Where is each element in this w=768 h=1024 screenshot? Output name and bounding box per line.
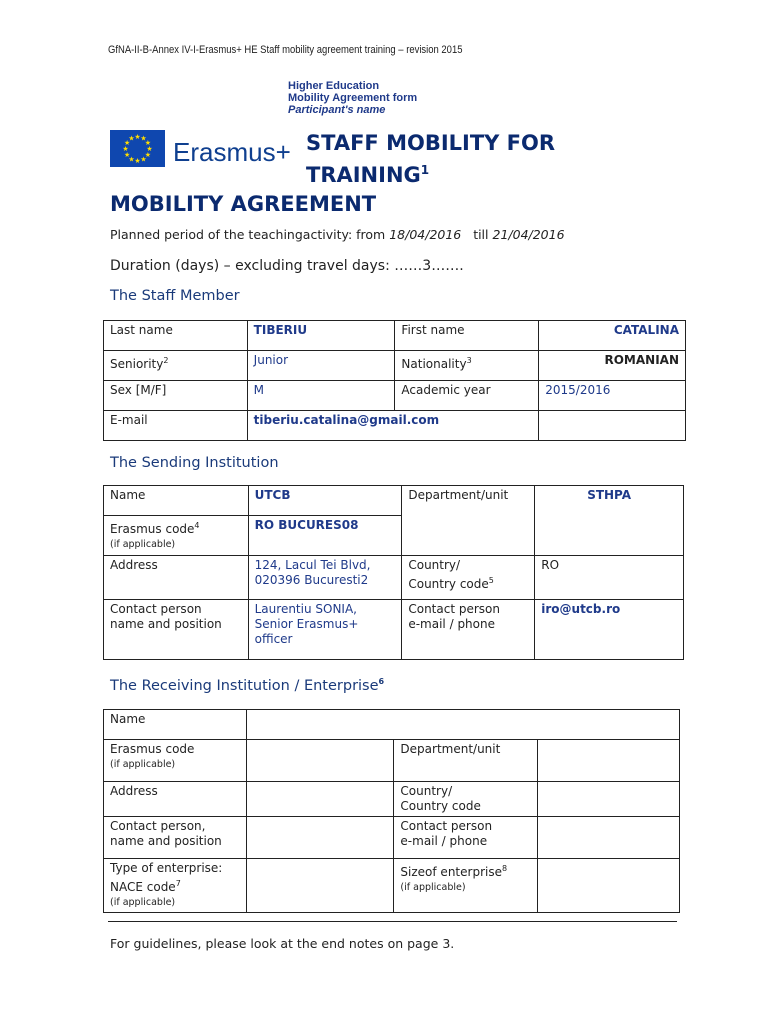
sending-contact-value[interactable]: Laurentiu SONIA, Senior Erasmus+ officer xyxy=(248,600,402,660)
academic-year-value[interactable]: 2015/2016 xyxy=(539,381,686,411)
email-value[interactable]: tiberiu.catalina@gmail.com xyxy=(247,411,539,441)
eu-flag-icon xyxy=(110,130,300,168)
eu-star-icon: ★ xyxy=(128,155,135,164)
first-name-label: First name xyxy=(395,321,539,351)
period-from: 18/04/2016 xyxy=(389,227,462,242)
sending-dept-label: Department/unit xyxy=(402,486,535,556)
receiving-country-value[interactable] xyxy=(538,782,680,817)
form-heading-line3: Participant's name xyxy=(288,104,386,116)
receiving-dept-value[interactable] xyxy=(538,740,680,782)
receiving-size-label: Sizeof enterprise$^8$ (if applicable) xyxy=(394,859,538,913)
staff-empty-cell xyxy=(539,411,686,441)
receiving-contact-email-label: Contact person e-mail / phone xyxy=(394,817,538,859)
first-name-value[interactable]: CATALINA xyxy=(539,321,686,351)
receiving-address-value[interactable] xyxy=(246,782,394,817)
academic-year-label: Academic year xyxy=(395,381,539,411)
receiving-erasmus-label: Erasmus code (if applicable) xyxy=(104,740,247,782)
sending-contact-email-label: Contact person e-mail / phone xyxy=(402,600,535,660)
receiving-address-label: Address xyxy=(104,782,247,817)
sending-country-label: Country/ Country code$^5$ xyxy=(402,556,535,600)
erasmus-logo-text: Erasmus+ xyxy=(173,137,291,167)
sending-country-value[interactable]: RO xyxy=(535,556,684,600)
seniority-value[interactable]: Junior xyxy=(247,351,395,381)
receiving-table xyxy=(103,709,680,913)
form-heading-line1: Higher Education xyxy=(288,80,380,92)
receiving-name-label: Name xyxy=(104,710,247,740)
sending-dept-value[interactable]: STHPA xyxy=(535,486,684,556)
seniority-label: Seniority$^2$ xyxy=(104,351,248,381)
sending-contact-email-value[interactable]: iro@utcb.ro xyxy=(535,600,684,660)
sending-name-label: Name xyxy=(104,486,249,516)
form-heading-line2: Mobility Agreement form xyxy=(288,92,418,104)
eu-star-icon: ★ xyxy=(123,139,131,147)
receiving-contact-value[interactable] xyxy=(246,817,394,859)
main-title xyxy=(306,130,555,189)
eu-star-icon: ★ xyxy=(128,134,135,143)
erasmus-logo xyxy=(110,130,300,172)
title-footnote: 1 xyxy=(420,163,430,177)
footer-note: For guidelines, please look at the end notes on page 3. xyxy=(110,936,455,951)
receiving-contact-email-value[interactable] xyxy=(538,817,680,859)
duration-value: 3 xyxy=(422,258,432,274)
duration-label: Duration (days) – excluding travel days: …… xyxy=(110,258,423,274)
receiving-country-label: Country/ Country code xyxy=(394,782,538,817)
sending-contact-label: Contact person name and position xyxy=(104,600,249,660)
last-name-value[interactable]: TIBERIU xyxy=(247,321,395,351)
sending-address-value[interactable]: 124, Lacul Tei Blvd, 020396 Bucuresti2 xyxy=(248,556,402,600)
sending-table xyxy=(103,485,684,660)
receiving-size-value[interactable] xyxy=(538,859,680,913)
eu-star-icon: ★ xyxy=(146,145,153,153)
eu-star-icon: ★ xyxy=(144,139,152,147)
receiving-heading: The Receiving Institution / Enterprise$^6$ xyxy=(110,677,385,694)
form-heading xyxy=(288,80,417,116)
period-label: Planned period of the teachingactivity: from xyxy=(110,227,386,242)
period-till-label: till xyxy=(473,227,489,242)
sending-name-value[interactable]: UTCB xyxy=(248,486,402,516)
nationality-label: Nationality$^3$ xyxy=(395,351,539,381)
receiving-erasmus-value[interactable] xyxy=(246,740,394,782)
receiving-dept-label: Department/unit xyxy=(394,740,538,782)
title-line1: STAFF MOBILITY FOR xyxy=(306,131,556,155)
document-header: GfNA-II-B-Annex IV-I-Erasmus+ HE Staff mobility agreement training – revision 2015 xyxy=(108,44,463,56)
last-name-label: Last name xyxy=(104,321,248,351)
eu-star-icon: ★ xyxy=(134,133,141,141)
eu-star-icon: ★ xyxy=(134,157,141,165)
receiving-type-label: Type of enterprise: NACE code$^7$ (if applicable) xyxy=(104,859,247,913)
eu-star-icon: ★ xyxy=(122,145,129,153)
sending-heading: The Sending Institution xyxy=(110,455,279,471)
duration xyxy=(110,258,464,274)
duration-tail: ……. xyxy=(431,258,464,274)
eu-star-icon: ★ xyxy=(140,134,147,143)
footnote-divider xyxy=(108,921,677,922)
eu-star-icon: ★ xyxy=(144,151,152,159)
sending-erasmus-label: Erasmus code$^4$ (if applicable) xyxy=(104,516,249,556)
staff-heading: The Staff Member xyxy=(110,288,240,304)
sending-erasmus-value[interactable]: RO BUCURES08 xyxy=(248,516,402,556)
period-till: 21/04/2016 xyxy=(492,227,565,242)
eu-star-icon: ★ xyxy=(140,155,147,164)
nationality-value[interactable]: ROMANIAN xyxy=(539,351,686,381)
receiving-name-value[interactable] xyxy=(246,710,679,740)
staff-table xyxy=(103,320,686,441)
receiving-contact-label: Contact person, name and position xyxy=(104,817,247,859)
email-label: E-mail xyxy=(104,411,248,441)
planned-period xyxy=(110,227,565,242)
sending-address-label: Address xyxy=(104,556,249,600)
sex-value[interactable]: M xyxy=(247,381,395,411)
receiving-type-value[interactable] xyxy=(246,859,394,913)
sex-label: Sex [M/F] xyxy=(104,381,248,411)
subtitle: MOBILITY AGREEMENT xyxy=(110,192,377,216)
title-line2: TRAINING xyxy=(306,163,421,187)
eu-star-icon: ★ xyxy=(123,151,131,159)
